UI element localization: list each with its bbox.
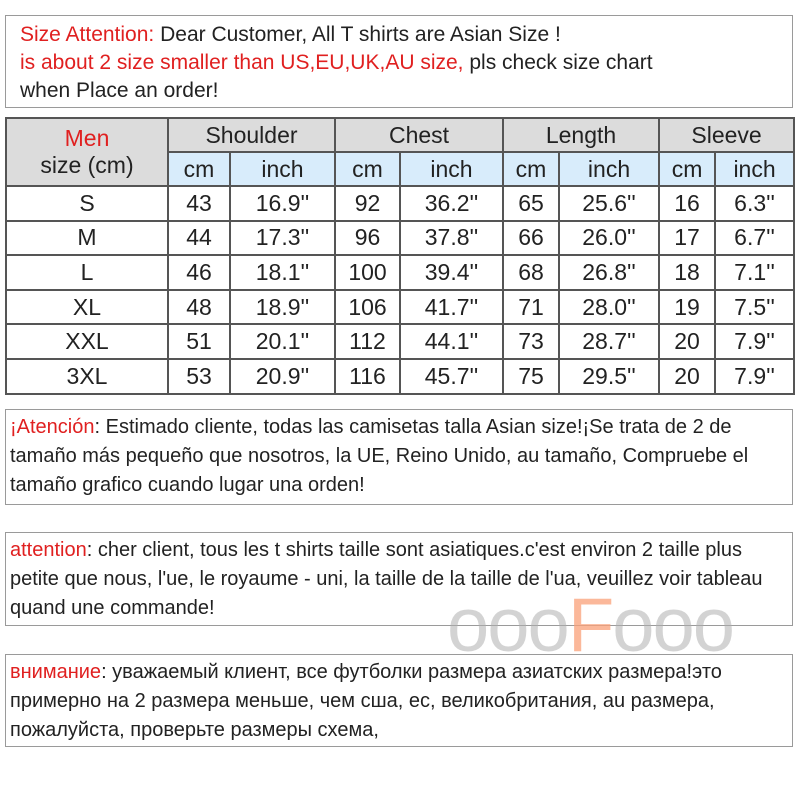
- measurement-cell: 17: [659, 221, 715, 256]
- unit-cm-header: cm: [168, 152, 230, 186]
- watermark-pre: ooo: [447, 583, 568, 668]
- table-row: [6, 324, 794, 359]
- watermark-logo: [447, 582, 733, 669]
- table-row: [6, 290, 794, 325]
- measurement-cell: 41.7'': [400, 290, 503, 325]
- measurement-cell: 36.2'': [400, 186, 503, 221]
- length-header: Length: [503, 118, 659, 152]
- measurement-cell: 20.1'': [230, 324, 335, 359]
- notice-en-warning: is about 2 size smaller than US,EU,UK,AU size,: [20, 51, 464, 74]
- measurement-cell: 18.9'': [230, 290, 335, 325]
- measurement-cell: 20.9'': [230, 359, 335, 394]
- measurement-cell: 18: [659, 255, 715, 290]
- measurement-cell: 44: [168, 221, 230, 256]
- measurement-cell: 43: [168, 186, 230, 221]
- size-chart-table: [5, 117, 795, 395]
- unit-cm-header: cm: [659, 152, 715, 186]
- measurement-cell: 7.9'': [715, 324, 794, 359]
- measurement-cell: 51: [168, 324, 230, 359]
- measurement-cell: 106: [335, 290, 400, 325]
- measurement-cell: 20: [659, 324, 715, 359]
- measurement-cell: 7.1'': [715, 255, 794, 290]
- notice-en-text-2: pls check size chart: [463, 51, 653, 74]
- measurement-cell: 53: [168, 359, 230, 394]
- measurement-cell: 112: [335, 324, 400, 359]
- measurement-cell: 16: [659, 186, 715, 221]
- unit-cm-header: cm: [503, 152, 559, 186]
- size-label-cell: XXL: [6, 324, 168, 359]
- size-label-cell: M: [6, 221, 168, 256]
- measurement-cell: 25.6'': [559, 186, 659, 221]
- measurement-cell: 92: [335, 186, 400, 221]
- measurement-cell: 26.8'': [559, 255, 659, 290]
- table-row: [6, 221, 794, 256]
- table-row: [6, 186, 794, 221]
- measurement-cell: 46: [168, 255, 230, 290]
- notice-en-line2: [20, 49, 778, 77]
- measurement-cell: 18.1'': [230, 255, 335, 290]
- measurement-cell: 16.9'': [230, 186, 335, 221]
- chest-header: Chest: [335, 118, 503, 152]
- measurement-cell: 17.3'': [230, 221, 335, 256]
- size-label-cell: L: [6, 255, 168, 290]
- size-column-header: [6, 118, 168, 186]
- notice-en-text-1: Dear Customer, All T shirts are Asian Size !: [154, 23, 561, 46]
- measurement-cell: 6.3'': [715, 186, 794, 221]
- size-label-cell: XL: [6, 290, 168, 325]
- measurement-cell: 68: [503, 255, 559, 290]
- unit-inch-header: inch: [400, 152, 503, 186]
- measurement-cell: 116: [335, 359, 400, 394]
- notice-es-label: ¡Atención: [10, 416, 95, 438]
- measurement-cell: 26.0'': [559, 221, 659, 256]
- watermark-post: ooo: [612, 583, 734, 668]
- measurement-cell: 100: [335, 255, 400, 290]
- measurement-cell: 73: [503, 324, 559, 359]
- measurement-cell: 71: [503, 290, 559, 325]
- measurement-cell: 28.7'': [559, 324, 659, 359]
- measurement-cell: 29.5'': [559, 359, 659, 394]
- size-attention-notice-en: [5, 15, 793, 108]
- measurement-cell: 7.9'': [715, 359, 794, 394]
- notice-en-line3: when Place an order!: [20, 79, 219, 102]
- shoulder-header: Shoulder: [168, 118, 335, 152]
- table-row: [6, 255, 794, 290]
- notice-ru-label: внимание: [10, 661, 102, 683]
- watermark-f: F: [567, 583, 613, 668]
- size-label-cell: S: [6, 186, 168, 221]
- men-label: Men: [64, 125, 110, 151]
- notice-ru-text: : уважаемый клиент, все футболки размера азиатских размера!это примерно на 2 размера меньше, чем сша, ес, великобритания, au размера, пожалуйста, проверьте размеры схема,: [10, 661, 722, 741]
- size-rows: [6, 186, 794, 394]
- notice-fr-label: attention: [10, 539, 87, 561]
- size-attention-notice-es: [5, 409, 793, 505]
- measurement-cell: 65: [503, 186, 559, 221]
- table-row: [6, 359, 794, 394]
- sleeve-header: Sleeve: [659, 118, 794, 152]
- measurement-cell: 6.7'': [715, 221, 794, 256]
- measurement-cell: 19: [659, 290, 715, 325]
- size-cm-label: size (cm): [40, 152, 134, 178]
- notice-es-text: : Estimado cliente, todas las camisetas talla Asian size!¡Se trata de 2 de tamaño más pequeño que nosotros, la UE, Reino Unido, au tamaño, Compruebe el tamaño grafico cuando lugar una orden!: [10, 416, 749, 496]
- measurement-cell: 7.5'': [715, 290, 794, 325]
- measurement-cell: 20: [659, 359, 715, 394]
- notice-en-label: Size Attention:: [20, 23, 155, 46]
- measurement-cell: 44.1'': [400, 324, 503, 359]
- size-label-cell: 3XL: [6, 359, 168, 394]
- measurement-cell: 75: [503, 359, 559, 394]
- measurement-cell: 48: [168, 290, 230, 325]
- unit-inch-header: inch: [715, 152, 794, 186]
- measurement-cell: 28.0'': [559, 290, 659, 325]
- measurement-cell: 37.8'': [400, 221, 503, 256]
- measurement-cell: 66: [503, 221, 559, 256]
- unit-inch-header: inch: [559, 152, 659, 186]
- unit-cm-header: cm: [335, 152, 400, 186]
- measurement-cell: 96: [335, 221, 400, 256]
- measurement-cell: 45.7'': [400, 359, 503, 394]
- measurement-cell: 39.4'': [400, 255, 503, 290]
- notice-en-line1: [20, 21, 778, 49]
- unit-inch-header: inch: [230, 152, 335, 186]
- notice-fr-text: : cher client, tous les t shirts taille sont asiatiques.c'est environ 2 taille plus petite que nous, l'ue, le royaume - uni, la taille de la taille de l'ua, veuillez voir tableau quand une commande!: [10, 539, 763, 619]
